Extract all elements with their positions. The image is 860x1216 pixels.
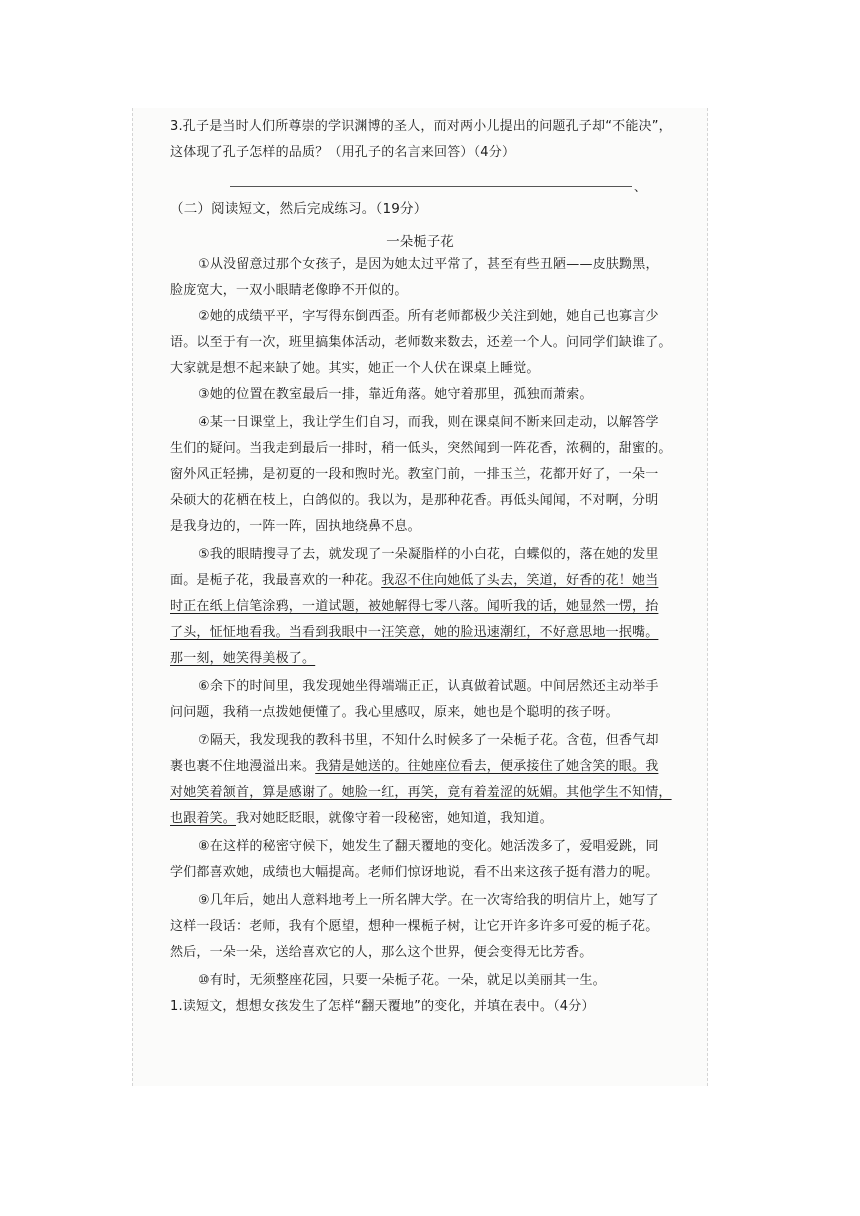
paragraph-4-line: 是我身边的，一阵一阵，固执地绕鼻不息。 xyxy=(170,519,421,534)
paragraph-6-line: ⑥余下的时间里，我发现她坐得端端正正，认真做着试题。中间居然还主动举手 xyxy=(198,679,659,694)
paragraph-7-text: 裹也裹不住地漫溢出来。 xyxy=(170,759,316,774)
underlined-text: 我猜是她送的。往她座位看去，便承接住了她含笑的眼。我 xyxy=(315,759,659,774)
paragraph-6-line: 问问题，我稍一点拨她便懂了。我心里感叹，原来，她也是个聪明的孩子呀。 xyxy=(170,705,619,720)
paragraph-2-line: 大家就是想不起来缺了她。其实，她正一个人伏在课桌上睡觉。 xyxy=(170,361,540,376)
paragraph-4-line: 朵硕大的花栖在枝上，白鸽似的。我以为，是那种花香。再低头闻闻，不对啊，分明 xyxy=(170,493,659,508)
article-title: 一朵栀子花 xyxy=(386,234,454,250)
paragraph-7-line xyxy=(170,810,553,828)
underlined-text: 我忍不住向她低了头去，笑道，好香的花！她当 xyxy=(381,573,659,588)
scanned-page xyxy=(132,108,708,1086)
q1-prompt: 1.读短文，想想女孩发生了怎样“翻天覆地”的变化，并填在表中。（4分） xyxy=(170,999,595,1014)
paragraph-8-line: 学们都喜欢她，成绩也大幅提高。老师们惊讶地说，看不出来这孩子挺有潜力的呢。 xyxy=(170,865,659,880)
underlined-text: 那一刻，她笑得美极了。 xyxy=(170,651,316,666)
paragraph-7-line xyxy=(170,758,658,776)
paragraph-7-line: ⑦隔天，我发现我的教科书里，不知什么时候多了一朵栀子花。含苞，但香气却 xyxy=(198,733,659,748)
q3-line-1: 3.孔子是当时人们所尊崇的学识渊博的圣人，而对两小儿提出的问题孔子却“不能决”， xyxy=(170,119,672,134)
paragraph-2-line: 语。以至于有一次，班里搞集体活动，老师数来数去，还差一个人。问同学们缺谁了。 xyxy=(170,335,672,350)
paragraph-8-line: ⑧在这样的秘密守候下，她发生了翻天覆地的变化。她活泼多了，爱唱爱跳，同 xyxy=(198,839,659,854)
paragraph-4-line: 生们的疑问。当我走到最后一排时，稍一低头，突然闻到一阵花香，浓稠的，甜蜜的。 xyxy=(170,441,672,456)
paragraph-9-line: 这样一段话：老师，我有个愿望，想种一棵栀子树，让它开许多许多可爱的栀子花。 xyxy=(170,919,659,934)
q3-line-2: 这体现了孔子怎样的品质？（用孔子的名言来回答）（4分） xyxy=(170,145,516,160)
paragraph-9-line: 然后，一朵一朵，送给喜欢它的人，那么这个世界，便会变得无比芳香。 xyxy=(170,945,593,960)
answer-mark: 、 xyxy=(634,180,647,194)
paragraph-4-line: 窗外风正轻拂，是初夏的一段和煦时光。教室门前，一排玉兰，花都开好了，一朵一 xyxy=(170,467,659,482)
paragraph-5-line xyxy=(170,572,658,590)
paragraph-5-line: ⑤我的眼睛搜寻了去，就发现了一朵凝脂样的小白花，白蝶似的，落在她的发里 xyxy=(198,547,659,562)
underlined-text: 也跟着笑。 xyxy=(170,811,237,826)
paragraph-2-line: ②她的成绩平平，字写得东倒西歪。所有老师都极少关注到她，她自己也寡言少 xyxy=(198,309,659,324)
paragraph-7-text: 我对她眨眨眼，就像守着一段秘密，她知道，我知道。 xyxy=(236,811,553,826)
paragraph-3-line: ③她的位置在教室最后一排，靠近角落。她守着那里，孤独而萧索。 xyxy=(198,387,593,402)
underlined-text: 对她笑着颔首，算是感谢了。她脸一红，再笑，竟有着羞涩的妩媚。其他学生不知情， xyxy=(170,785,672,800)
paragraph-5-text: 面。是栀子花，我最喜欢的一种花。 xyxy=(170,573,382,588)
answer-blank-line[interactable] xyxy=(230,186,632,187)
paragraph-9-line: ⑨几年后，她出人意料地考上一所名牌大学。在一次寄给我的明信片上，她写了 xyxy=(198,893,659,908)
paragraph-1-line: ①从没留意过那个女孩子，是因为她太过平常了，甚至有些丑陋——皮肤黝黑， xyxy=(198,257,659,272)
paragraph-10-line: ⑩有时，无须整座花园，只要一朵栀子花。一朵，就足以美丽其一生。 xyxy=(198,973,606,988)
paragraph-1-line: 脸庞宽大，一双小眼睛老像睁不开似的。 xyxy=(170,283,408,298)
paragraph-4-line: ④某一日课堂上，我让学生们自习，而我，则在课桌间不断来回走动，以解答学 xyxy=(198,415,659,430)
underlined-text: 时正在纸上信笔涂鸦，一道试题，被她解得七零八落。闻听我的话，她显然一愣，抬 xyxy=(170,599,659,614)
underlined-text: 了头，怔怔地看我。当看到我眼中一汪笑意，她的脸迅速潮红，不好意思地一抿嘴。 xyxy=(170,625,659,640)
section-heading: （二）阅读短文，然后完成练习。（19分） xyxy=(170,201,428,217)
